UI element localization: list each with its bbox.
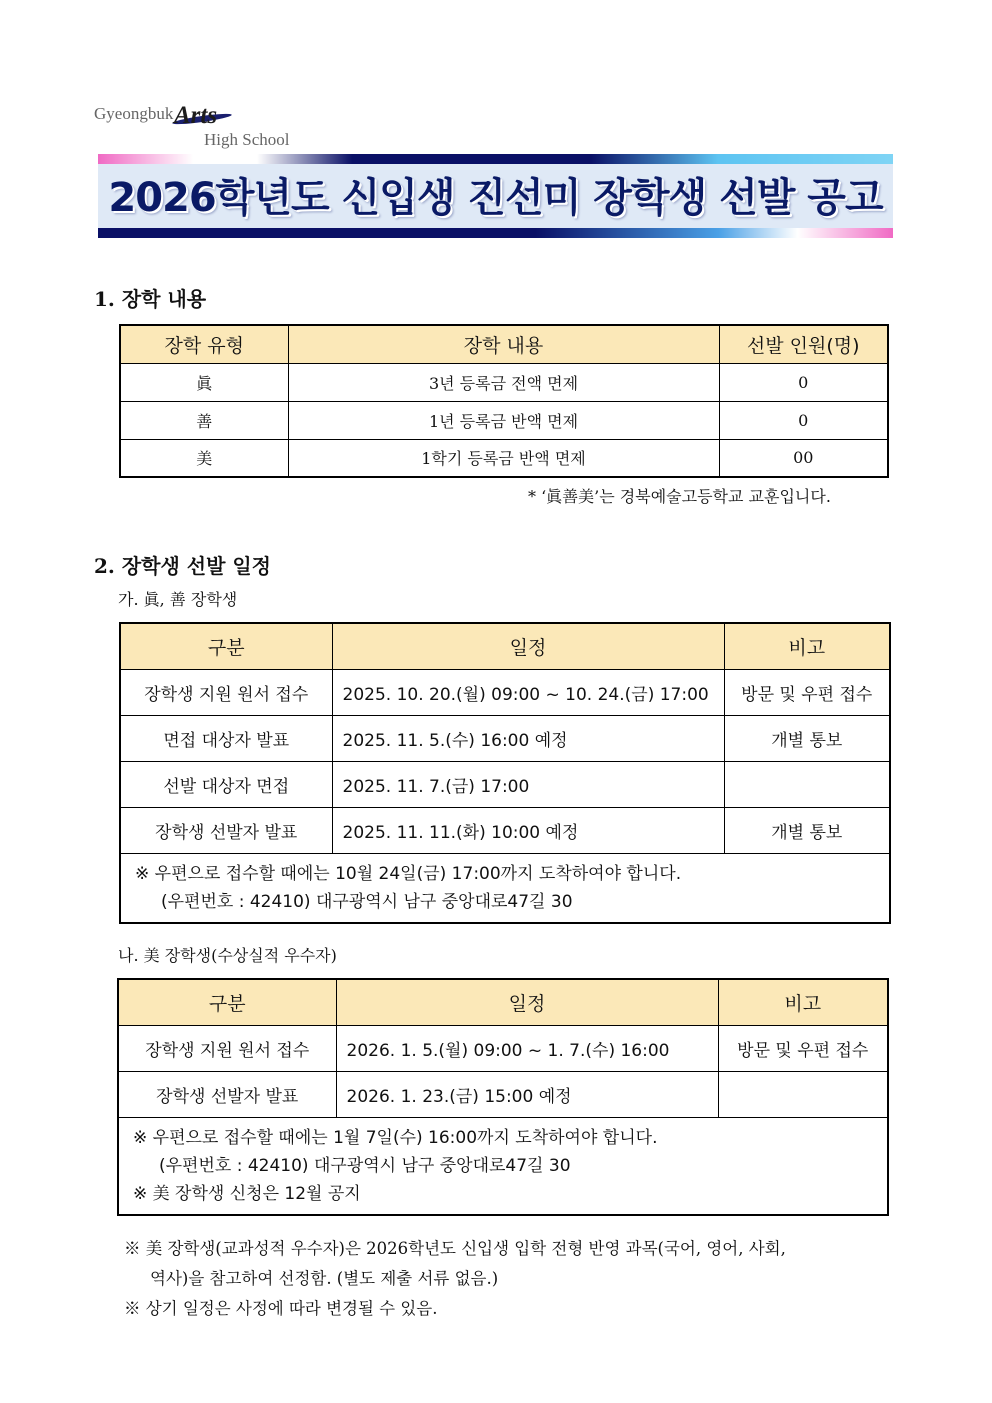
cell-type: 善 xyxy=(120,401,288,439)
cell-remark: 방문 및 우편 접수 xyxy=(718,1025,888,1071)
cell-remark xyxy=(718,1071,888,1117)
cell-category: 장학생 지원 원서 접수 xyxy=(118,1025,336,1071)
table-row xyxy=(120,715,890,761)
cell-remark: 개별 통보 xyxy=(724,807,890,853)
application-notice-note: ※ 美 장학생 신청은 12월 공지 xyxy=(133,1183,361,1204)
header-remark: 비고 xyxy=(718,979,888,1025)
logo-line-arts: Arts xyxy=(174,102,218,129)
header-schedule: 일정 xyxy=(336,979,718,1025)
mail-address-note: (우편번호 : 42410) 대구광역시 남구 중앙대로47길 30 xyxy=(161,891,573,912)
table-row xyxy=(120,669,890,715)
banner-bottom-stripe xyxy=(98,228,893,238)
closing-note-3: ※ 상기 일정은 사정에 따라 변경될 수 있음. xyxy=(124,1299,438,1318)
header-category: 구분 xyxy=(120,623,332,669)
cell-schedule: 2025. 11. 11.(화) 10:00 예정 xyxy=(332,807,724,853)
header-category: 구분 xyxy=(118,979,336,1025)
closing-note-2: 역사)을 참고하여 선정함. (별도 제출 서류 없음.) xyxy=(150,1269,499,1288)
closing-notes xyxy=(124,1234,904,1324)
cell-type: 美 xyxy=(120,439,288,477)
cell-remark: 방문 및 우편 접수 xyxy=(724,669,890,715)
banner-top-stripe xyxy=(98,154,893,164)
header-content: 장학 내용 xyxy=(288,325,719,363)
logo-line-gyeongbuk: Gyeongbuk xyxy=(94,104,174,123)
table-header-row xyxy=(120,623,890,669)
cell-schedule: 2025. 11. 7.(금) 17:00 xyxy=(332,761,724,807)
schedule-table-b xyxy=(117,978,889,1216)
header-count: 선발 인원(명) xyxy=(719,325,888,363)
cell-schedule: 2025. 10. 20.(월) 09:00 ~ 10. 24.(금) 17:00 xyxy=(332,669,724,715)
cell-type: 眞 xyxy=(120,363,288,401)
table-row xyxy=(120,761,890,807)
table-row xyxy=(120,807,890,853)
section2-heading: 2. 장학생 선발 일정 xyxy=(94,554,272,578)
cell-category: 면접 대상자 발표 xyxy=(120,715,332,761)
scholarship-content-table xyxy=(119,324,889,478)
cell-content: 3년 등록금 전액 면제 xyxy=(288,363,719,401)
cell-schedule: 2026. 1. 5.(월) 09:00 ~ 1. 7.(수) 16:00 xyxy=(336,1025,718,1071)
table-row xyxy=(118,1025,888,1071)
table-note-cell xyxy=(118,1117,888,1215)
mail-address-note: (우편번호 : 42410) 대구광역시 남구 중앙대로47길 30 xyxy=(159,1155,571,1176)
cell-category: 장학생 선발자 발표 xyxy=(118,1071,336,1117)
header-type: 장학 유형 xyxy=(120,325,288,363)
cell-schedule: 2026. 1. 23.(금) 15:00 예정 xyxy=(336,1071,718,1117)
table-note-row xyxy=(118,1117,888,1215)
cell-category: 장학생 선발자 발표 xyxy=(120,807,332,853)
cell-count: 0 xyxy=(719,401,888,439)
cell-schedule: 2025. 11. 5.(수) 16:00 예정 xyxy=(332,715,724,761)
logo-line-highschool: High School xyxy=(204,130,290,149)
cell-category: 선발 대상자 면접 xyxy=(120,761,332,807)
motto-footnote: * ‘眞善美’는 경북예술고등학교 교훈입니다. xyxy=(528,487,831,506)
header-schedule: 일정 xyxy=(332,623,724,669)
page-title: 2026학년도 신입생 진선미 장학생 선발 공고 xyxy=(108,175,883,221)
header-remark: 비고 xyxy=(724,623,890,669)
school-logo xyxy=(94,102,314,154)
table-header-row xyxy=(118,979,888,1025)
subsection-b-label: 나. 美 장학생(수상실적 우수자) xyxy=(118,946,337,965)
table-row xyxy=(120,363,888,401)
table-note-cell xyxy=(120,853,890,923)
table-row xyxy=(120,439,888,477)
subsection-a-label: 가. 眞, 善 장학생 xyxy=(118,590,238,609)
cell-count: 00 xyxy=(719,439,888,477)
cell-count: 0 xyxy=(719,363,888,401)
closing-note-1: ※ 美 장학생(교과성적 우수자)은 2026학년도 신입생 입학 전형 반영 과목(국어, 영어, 사회, xyxy=(124,1239,786,1258)
table-note-row xyxy=(120,853,890,923)
cell-category: 장학생 지원 원서 접수 xyxy=(120,669,332,715)
table-row xyxy=(120,401,888,439)
cell-content: 1년 등록금 반액 면제 xyxy=(288,401,719,439)
table-header-row xyxy=(120,325,888,363)
table-row xyxy=(118,1071,888,1117)
cell-remark xyxy=(724,761,890,807)
cell-remark: 개별 통보 xyxy=(724,715,890,761)
section1-heading: 1. 장학 내용 xyxy=(94,287,207,311)
mail-deadline-note: ※ 우편으로 접수할 때에는 1월 7일(수) 16:00까지 도착하여야 합니다. xyxy=(133,1127,658,1148)
schedule-table-a xyxy=(119,622,891,924)
cell-content: 1학기 등록금 반액 면제 xyxy=(288,439,719,477)
title-banner xyxy=(98,154,893,238)
mail-deadline-note: ※ 우편으로 접수할 때에는 10월 24일(금) 17:00까지 도착하여야 합니다. xyxy=(135,863,682,884)
